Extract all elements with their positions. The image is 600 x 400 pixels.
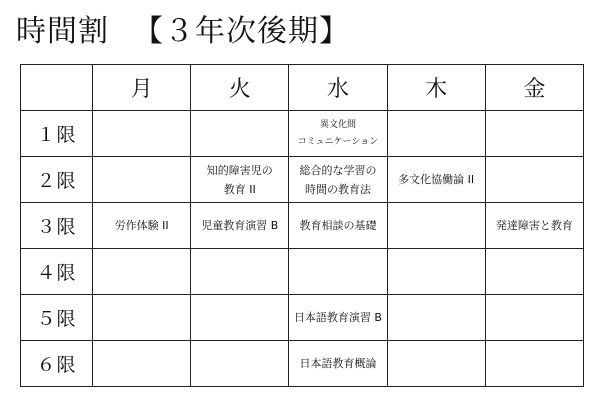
period-row-4: [21, 249, 584, 295]
timetable: [20, 64, 584, 387]
period-row-3: [21, 203, 584, 249]
class-cell: [387, 341, 485, 387]
day-header-mon: 月: [93, 65, 191, 111]
class-cell: [485, 295, 583, 341]
period-label: ３限: [21, 203, 93, 249]
page-title: [16, 12, 350, 52]
class-cell: [485, 111, 583, 157]
class-cell: [191, 249, 289, 295]
class-cell: 総合的な学習の 時間の教育法: [289, 157, 387, 203]
class-cell: [485, 341, 583, 387]
period-row-6: [21, 341, 584, 387]
class-cell: 発達障害と教育: [485, 203, 583, 249]
class-cell: 日本語教育演習 B: [289, 295, 387, 341]
title-main: 時間割: [16, 14, 109, 49]
class-cell: [485, 157, 583, 203]
class-cell: 知的障害児の 教育 II: [191, 157, 289, 203]
class-cell: [191, 111, 289, 157]
class-cell: 児童教育演習 B: [191, 203, 289, 249]
class-cell: [93, 249, 191, 295]
period-row-1: [21, 111, 584, 157]
class-cell: [289, 249, 387, 295]
class-cell: [387, 295, 485, 341]
class-cell: [191, 295, 289, 341]
title-term: 【３年次後期】: [133, 14, 350, 49]
class-cell: [93, 111, 191, 157]
class-cell: [387, 111, 485, 157]
day-header-wed: 水: [289, 65, 387, 111]
day-header-thu: 木: [387, 65, 485, 111]
period-label: ４限: [21, 249, 93, 295]
class-cell: [93, 295, 191, 341]
day-header-fri: 金: [485, 65, 583, 111]
class-cell: 教育相談の基礎: [289, 203, 387, 249]
class-cell: [485, 249, 583, 295]
header-row: [21, 65, 584, 111]
period-label: ５限: [21, 295, 93, 341]
class-cell: 日本語教育概論: [289, 341, 387, 387]
class-cell: [191, 341, 289, 387]
class-cell: [387, 249, 485, 295]
class-cell: 異文化間 コミュニケーション: [289, 111, 387, 157]
class-cell: 多文化協働論 II: [387, 157, 485, 203]
corner-cell: [21, 65, 93, 111]
period-label: １限: [21, 111, 93, 157]
period-row-2: [21, 157, 584, 203]
class-cell: [93, 341, 191, 387]
period-row-5: [21, 295, 584, 341]
class-cell: 労作体験 II: [93, 203, 191, 249]
day-header-tue: 火: [191, 65, 289, 111]
period-label: ６限: [21, 341, 93, 387]
class-cell: [93, 157, 191, 203]
period-label: ２限: [21, 157, 93, 203]
class-cell: [387, 203, 485, 249]
